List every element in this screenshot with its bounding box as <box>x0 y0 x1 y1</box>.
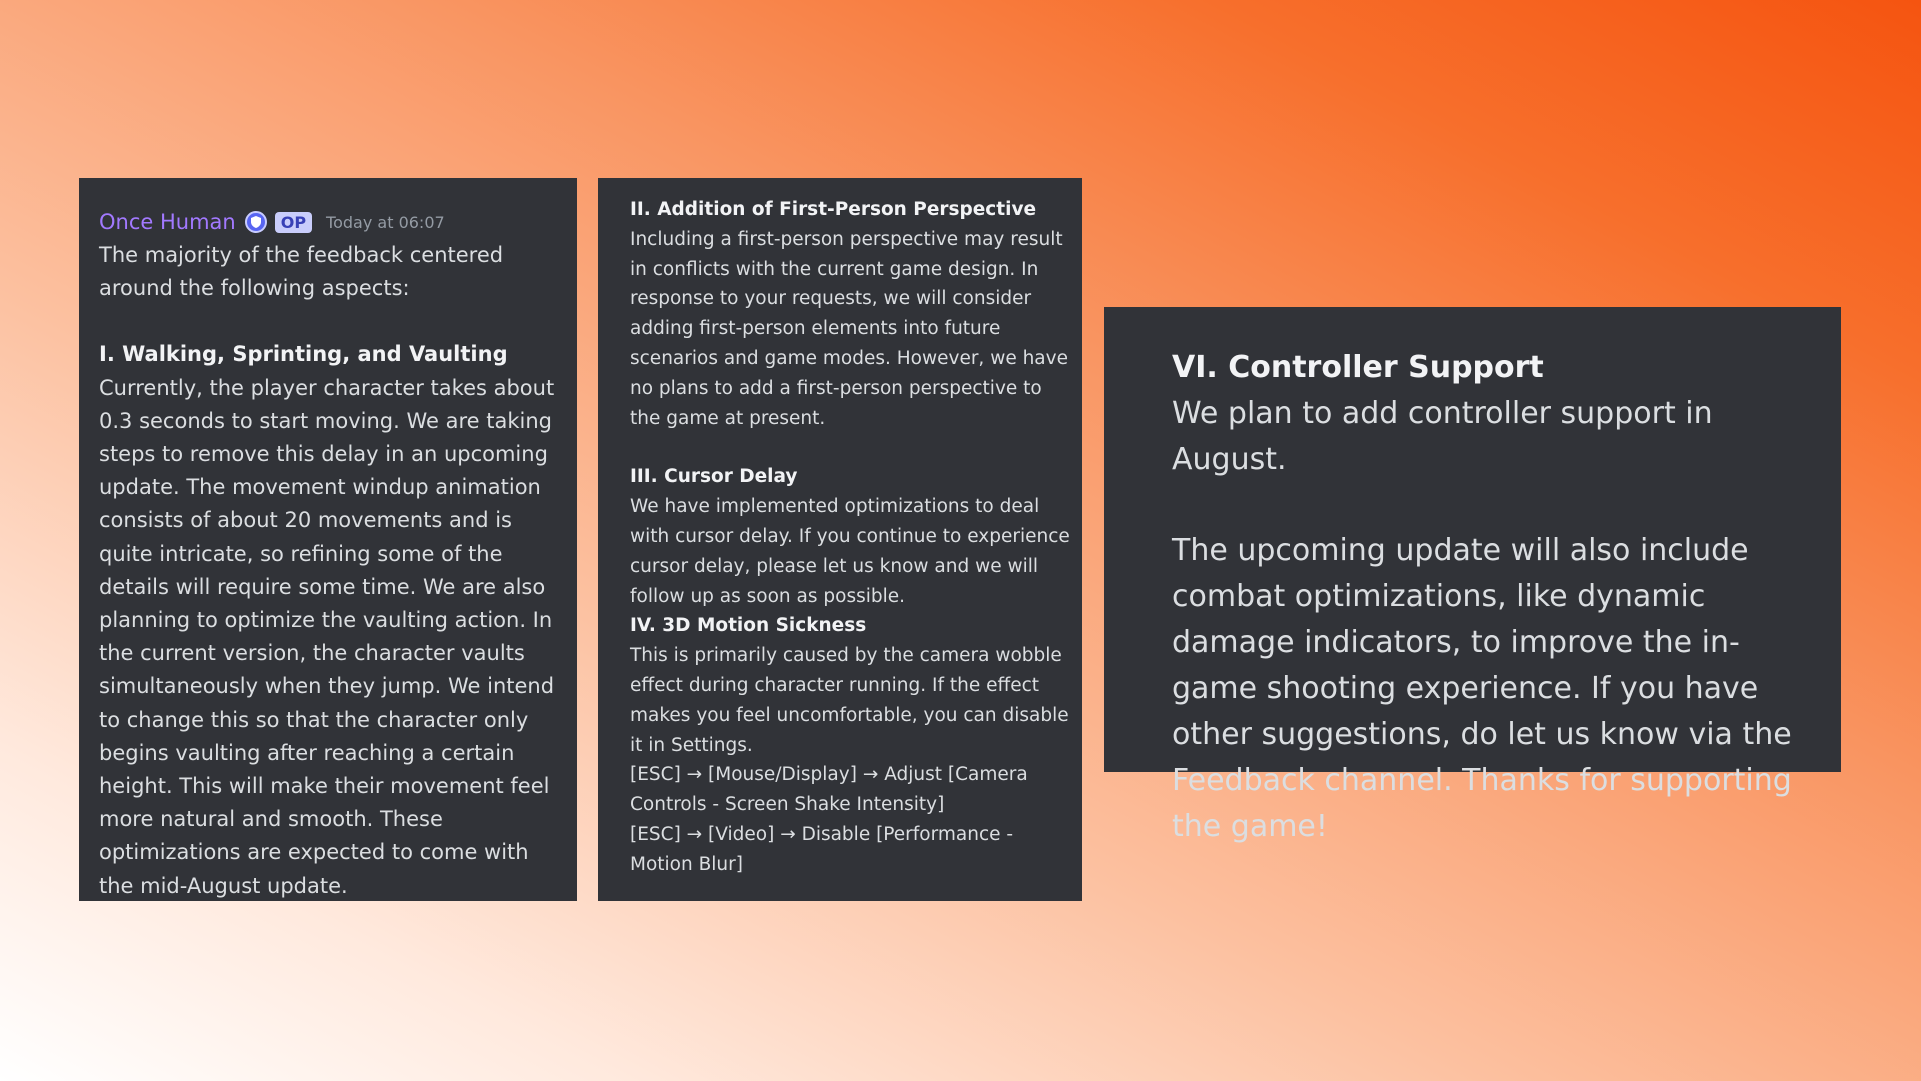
message-timestamp[interactable]: Today at 06:07 <box>326 212 445 232</box>
username[interactable]: Once Human <box>99 210 236 234</box>
section-body-walking: Currently, the player character takes about 0.3 seconds to start moving. We are taking steps to remove this delay in an upcoming update. The movement windup animation consists of about 20 movements and is quite intricate, so refining some of the details will require some time. We are also planning to optimize the vaulting action. In the current version, the character vaults simultaneously when they jump. We intend to change this so that the character only begins vaulting after reaching a certain height. This will make their movement feel more natural and smooth. These optimizations are expected to come with the mid-August update. <box>99 375 555 898</box>
section-body-controller: We plan to add controller support in August. <box>1172 396 1713 477</box>
section-body-motion: This is primarily caused by the camera wobble effect during character running. If the effect makes you feel uncomfortable, you can disable it in Settings. <box>630 645 1069 756</box>
section-heading-controller: VI. Controller Support <box>1172 350 1544 385</box>
section-heading-cursor: III. Cursor Delay <box>630 466 798 488</box>
message-card-controller <box>1104 307 1841 844</box>
settings-path-video: [ESC] → [Video] → Disable [Performance - Motion Blur] <box>630 823 1014 875</box>
section-body-cursor: We have implemented optimizations to deal with cursor delay. If you continue to experience cursor delay, please let us know and we will follow up as soon as possible. <box>630 496 1070 607</box>
op-badge: OP <box>275 212 312 233</box>
section-heading-first-person: II. Addition of First-Person Perspective <box>630 199 1037 220</box>
section-heading-walking: I. Walking, Sprinting, and Vaulting <box>99 342 508 367</box>
message-card-walking <box>79 178 577 901</box>
section-body-first-person: Including a first-person perspective may result in conflicts with the current game design. In response to your requests, we will consider adding first-person elements into future scenarios and game modes. However, we have no plans to add a first-person perspective to the game at present. <box>630 228 1068 429</box>
message-card-perspective <box>598 178 1082 901</box>
settings-path-camera: [ESC] → [Mouse/Display] → Adjust [Camera Controls - Screen Shake Intensity] <box>630 764 1028 816</box>
section-heading-motion: IV. 3D Motion Sickness <box>630 615 867 637</box>
shield-icon <box>245 211 267 233</box>
intro-text: The majority of the feedback centered around the following aspects: <box>99 243 504 301</box>
closing-text: The upcoming update will also include combat optimizations, like dynamic damage indicators, to improve the in-game shooting experience. If you have other suggestions, do let us know via the Feedback channel. Thanks for supporting the game! <box>1172 533 1792 844</box>
message-header <box>99 207 563 237</box>
